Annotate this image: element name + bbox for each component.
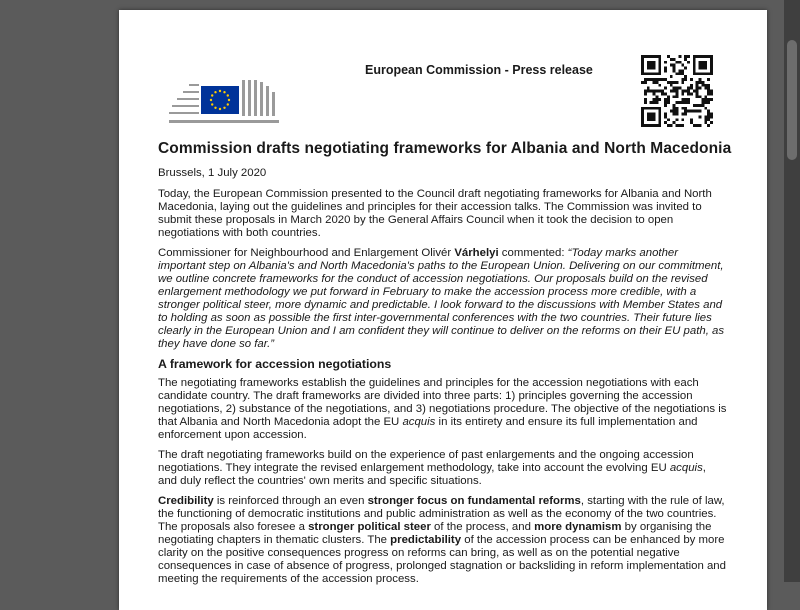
qr-code (641, 55, 713, 127)
press-release-header: European Commission - Press release (365, 63, 593, 77)
viewer-scrollbar[interactable] (784, 0, 800, 582)
date-line: Brussels, 1 July 2020 (158, 167, 267, 179)
paragraph-intro: Today, the European Commission presented to the Council draft negotiating frameworks for Albania and North Macedonia, laying out the guidelines and principles for their accession talks. The Commission was invited to submit these proposals in March 2020 by the General Affairs Council when it took the decision to open negotiations with both countries. (158, 188, 712, 239)
document-page (119, 10, 767, 610)
document-title: Commission drafts negotiating frameworks for Albania and North Macedonia (158, 140, 732, 157)
section-heading: A framework for accession negotiations (158, 357, 392, 371)
european-commission-logo (169, 68, 279, 128)
paragraph-frameworks: The negotiating frameworks establish the guidelines and principles for the accession negotiations with each candidate country. The draft frameworks are divided into three parts: 1) principles governing the accession negotiations, 2) substance of the negotiations, and 3) negotiations procedure. The objective of the negotiations is that Albania and North Macedonia adopt the EU acquis in its entirety and ensure its full implementation and enforcement upon accession. (158, 377, 727, 441)
commissioner-name: Várhelyi (454, 247, 499, 259)
paragraph-credibility: Credibility is reinforced through an even stronger focus on fundamental reforms, starting with the rule of law, the functioning of democratic institutions and public administration as well as the economy of the two countries. The proposals also foresee a stronger political steer of the process, and more dynamism by organising the negotiating chapters in thematic clusters. The predictability of the accession process can be enhanced by more clarity on the positive consequences progress on reforms can bring, as well as on the potential negative consequences in case of absence of progress, prolonged stagnation or backsliding in reform implementation and meeting the requirements of the accession process. (158, 495, 726, 585)
scroll-thumb[interactable] (787, 40, 797, 160)
commissioner-quote: “Today marks another important step on Albania's and North Macedonia's paths to the European Union. Delivering on our commitment, we outline concrete frameworks for the conduct of accession negotiations. Our proposals build on the revised enlargement methodology we put forward in February to make the accession process more credible, with a stronger political steer, more dynamic and predictable. I look forward to the discussions with Member States and to holding as soon as possible the first inter-governmental conferences with the two countries. Their future lies clearly in the European Union and I am confident they will continue to deliver on the reforms on their EU path, as they have done so far.” (158, 247, 725, 350)
paragraph-quote: Commissioner for Neighbourhood and Enlargement Olivér Várhelyi commented: “Today marks another important step on Albania's and North Macedonia's paths to the European Union. Delivering on our commitment, we outline concrete frameworks for the conduct of accession negotiations. Our proposals build on the revised enlargement methodology we put forward in February to make the accession process more credible, with a stronger political steer, more dynamic and predictable. I look forward to the discussions with Member States and to holding as soon as possible the first inter-governmental conferences with the two countries. Their future lies clearly in the European Union and I am confident they will continue to deliver on the reforms on their EU path, as they have done so far.” (158, 247, 725, 350)
document-body (158, 167, 728, 593)
paragraph-experience: The draft negotiating frameworks build on the experience of past enlargements and the ongoing accession negotiations. They integrate the revised enlargement methodology, take into account the evolving EU acquis, and duly reflect the countries' own merits and specific situations. (158, 449, 706, 487)
